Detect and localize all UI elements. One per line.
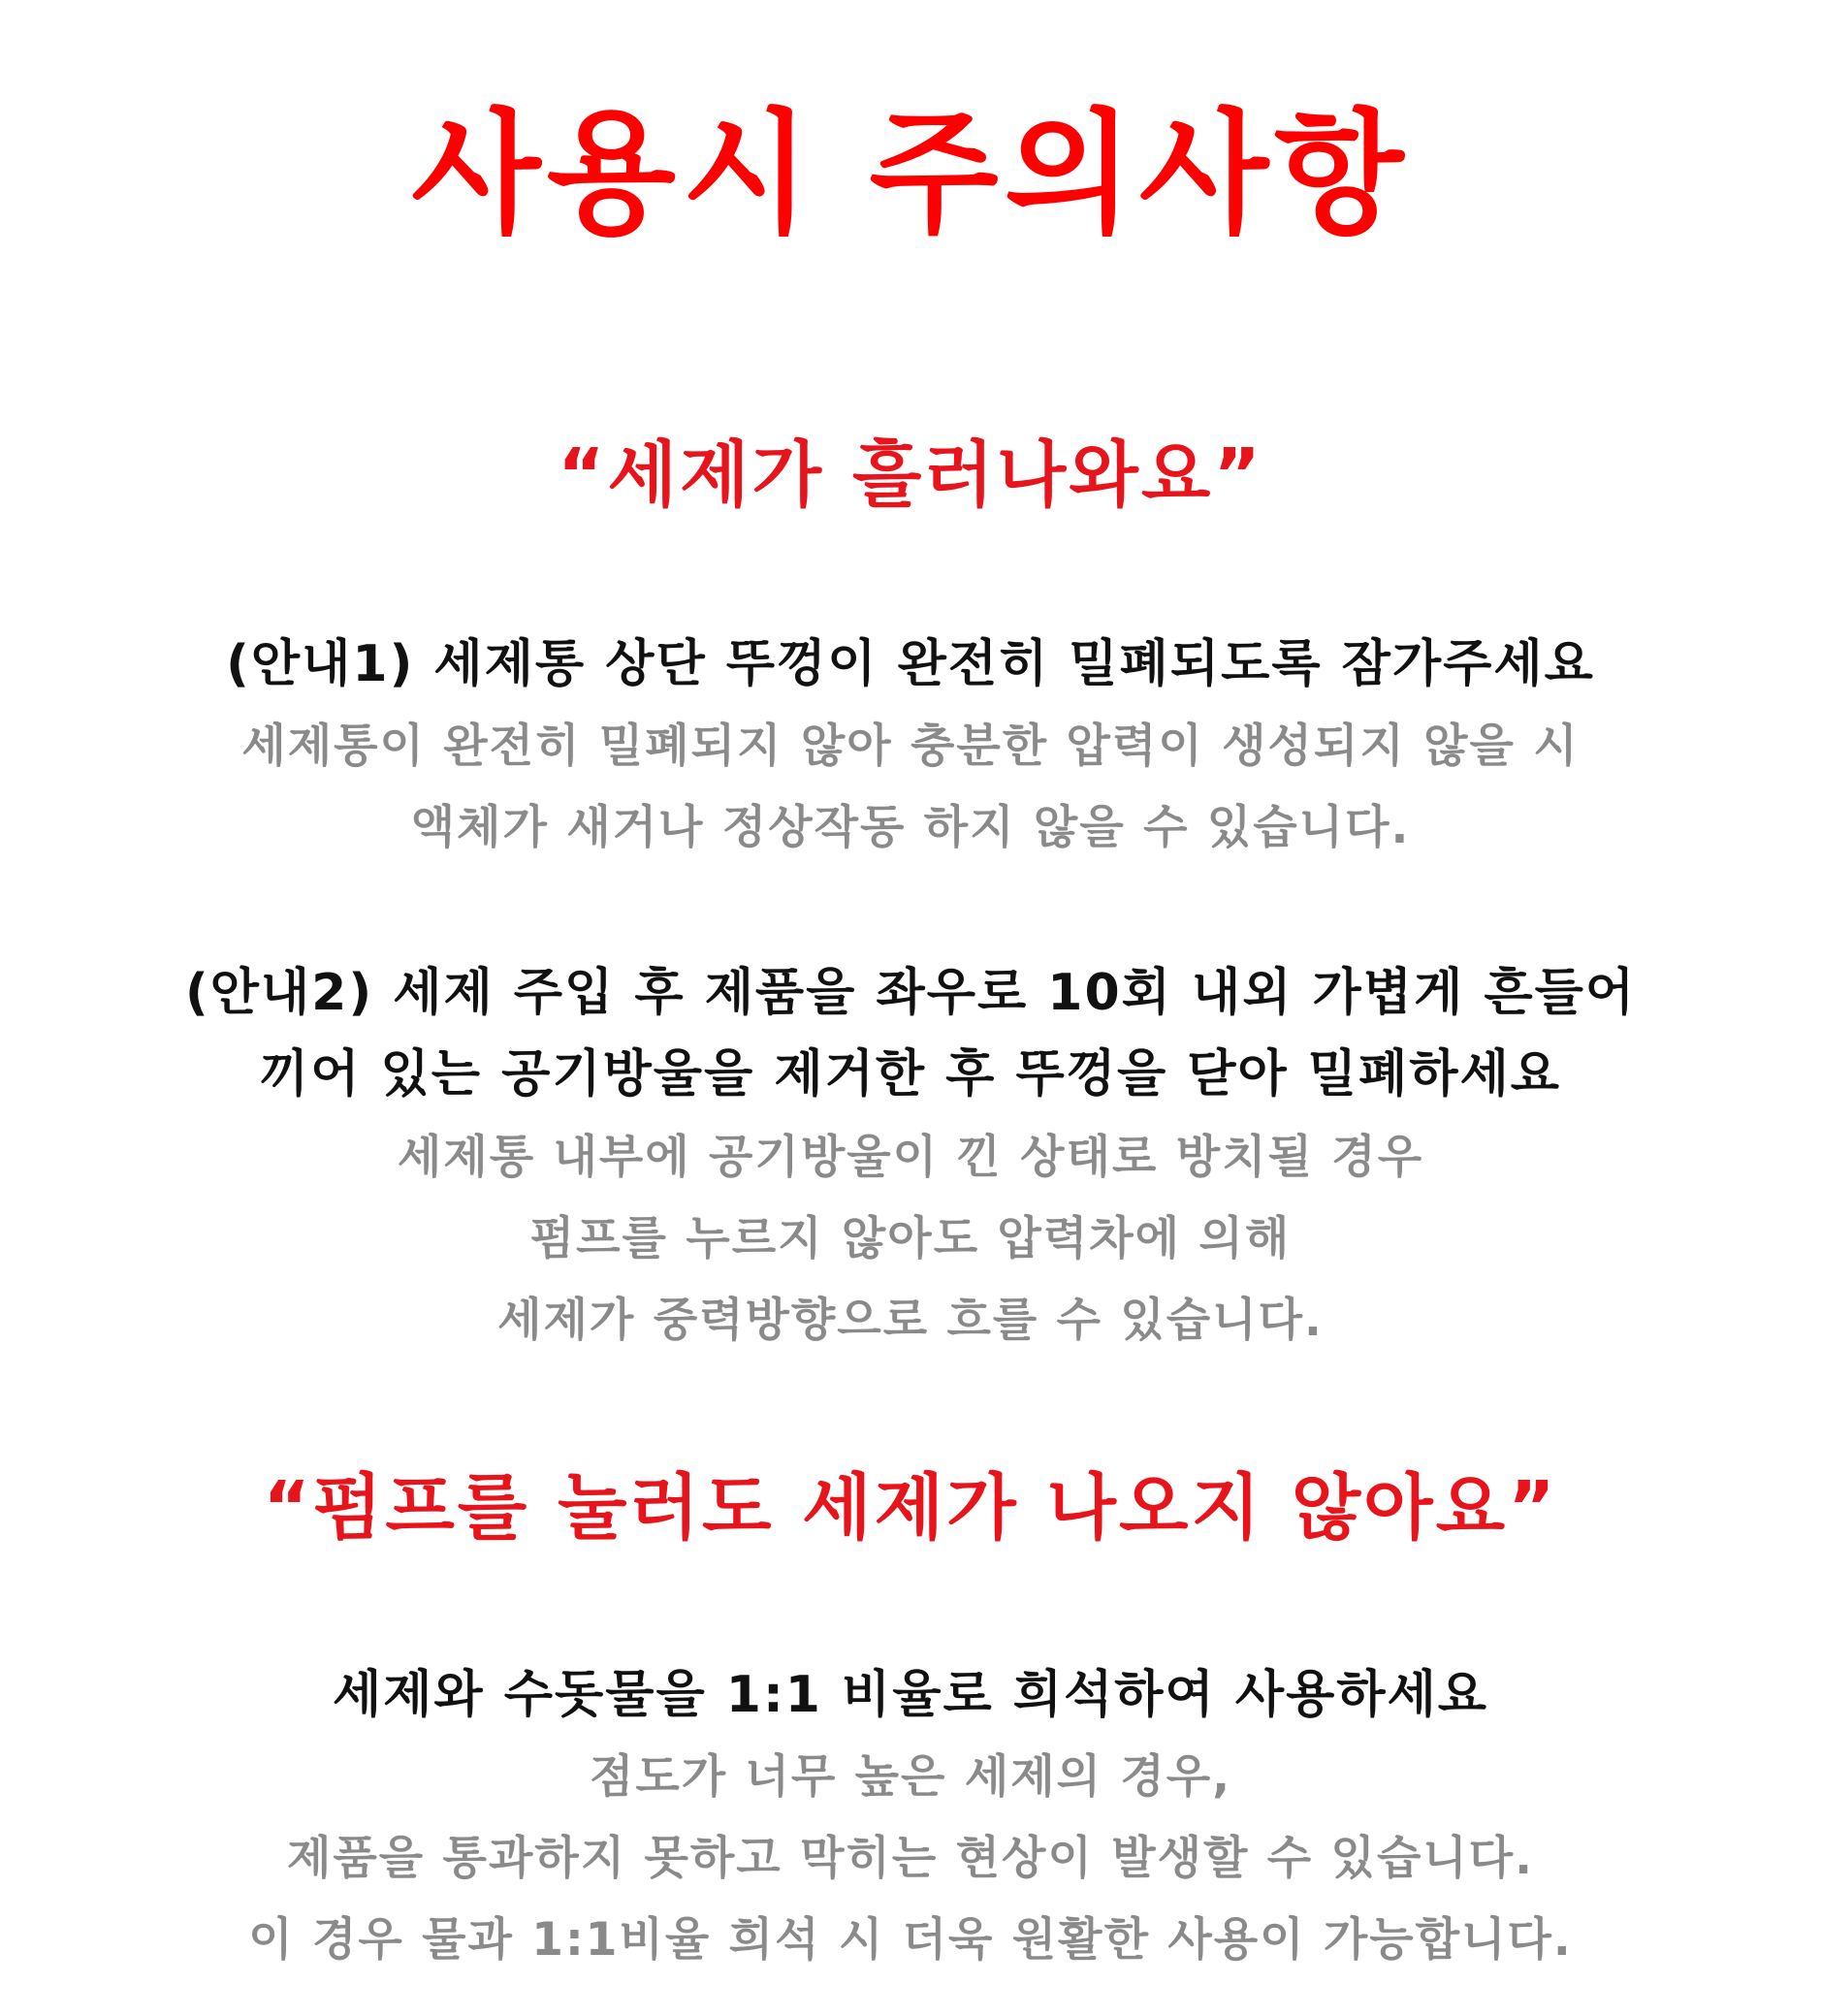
description-line: 제품을 통과하지 못하고 막히는 현상이 발생할 수 있습니다.: [286, 1832, 1535, 1885]
description-line: 세제가 중력방향으로 흐를 수 있습니다.: [497, 1294, 1324, 1347]
instruction-1: [0, 624, 1821, 705]
description-3: [0, 1737, 1821, 1981]
section-heading-detergent-leak: “세제가 흘러나와요”: [558, 433, 1263, 517]
description-line: 점도가 너무 높은 세제의 경우,: [589, 1750, 1232, 1804]
description-2: [0, 1117, 1821, 1361]
instruction-line: 끼어 있는 공기방울을 제거한 후 뚜껑을 닫아 밀폐하세요: [259, 1045, 1562, 1104]
description-line: 이 경우 물과 1:1비율 희석 시 더욱 원활한 사용이 가능합니다.: [248, 1913, 1573, 1967]
page-title: 사용시 주의사항: [411, 96, 1410, 252]
section-heading-no-dispense: “펌프를 눌러도 세제가 나오지 않아요”: [263, 1466, 1558, 1550]
instruction-3: [0, 1654, 1821, 1736]
description-line: 액체가 새거나 정상작동 하지 않을 수 있습니다.: [410, 801, 1411, 854]
description-line: 세제통 내부에 공기방울이 낀 상태로 방치될 경우: [397, 1131, 1424, 1184]
instruction-line: (안내2) 세제 주입 후 제품을 좌우로 10회 내외 가볍게 흔들어: [184, 964, 1637, 1022]
description-1: [0, 706, 1821, 869]
description-line: 세제통이 완전히 밀폐되지 않아 충분한 압력이 생성되지 않을 시: [241, 720, 1580, 773]
description-line: 펌프를 누르지 않아도 압력차에 의해: [529, 1212, 1292, 1265]
instruction-line: (안내1) 세제통 상단 뚜껑이 완전히 밀폐되도록 잠가주세요: [226, 635, 1595, 693]
instruction-line: 세제와 수돗물을 1:1 비율로 희석하여 사용하세요: [332, 1666, 1489, 1724]
instruction-2: [0, 952, 1821, 1115]
